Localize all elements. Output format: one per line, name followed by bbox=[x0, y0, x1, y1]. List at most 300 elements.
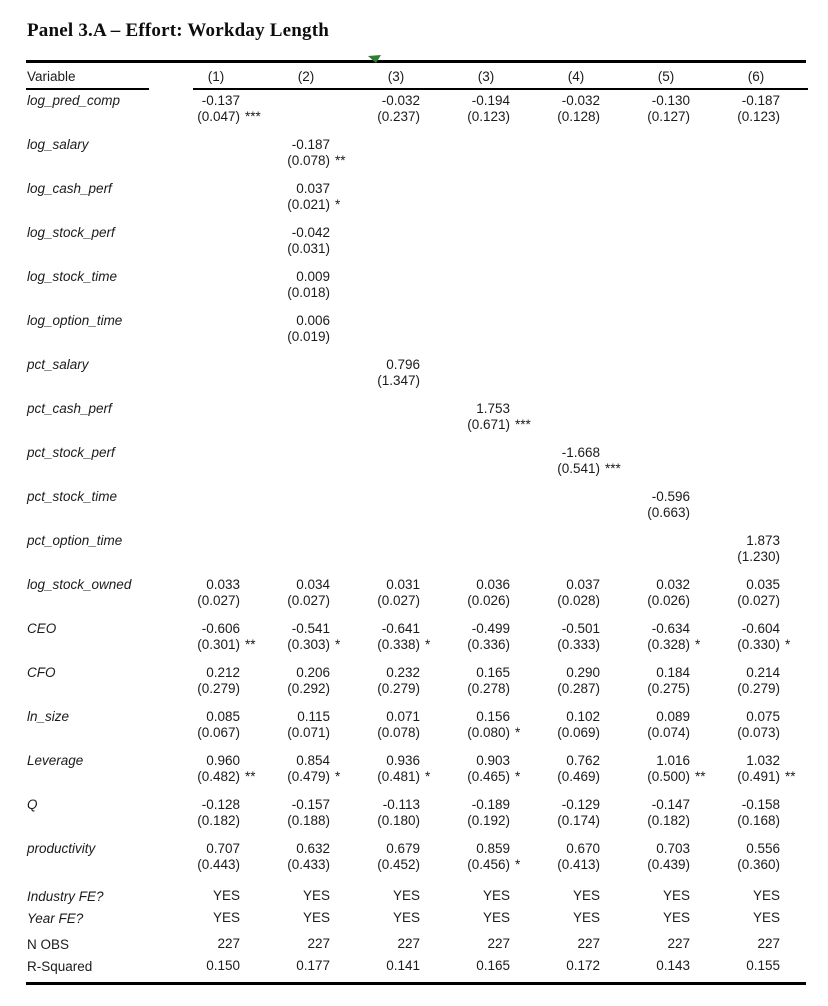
stderr-value: (0.279) bbox=[197, 681, 240, 696]
significance-stars: * bbox=[425, 769, 431, 784]
summary-line bbox=[268, 936, 358, 952]
stderr-line bbox=[268, 813, 358, 829]
summary-cell-col3 bbox=[358, 958, 448, 974]
coefficient-line bbox=[268, 709, 358, 725]
summary-line bbox=[538, 936, 628, 952]
table-row bbox=[27, 269, 808, 301]
coefficient-line bbox=[448, 841, 538, 857]
coefficient-line bbox=[178, 753, 268, 769]
stderr-value: (0.188) bbox=[287, 813, 330, 828]
table-row bbox=[27, 445, 808, 477]
coefficient-cell-col4 bbox=[448, 357, 538, 389]
coefficient-value: -0.541 bbox=[291, 621, 330, 636]
summary-value: 227 bbox=[577, 936, 600, 951]
significance-stars: * bbox=[695, 637, 701, 652]
stderr-value: (1.347) bbox=[377, 373, 420, 388]
coefficient-cell-col2 bbox=[268, 753, 358, 785]
coefficient-line bbox=[358, 753, 448, 769]
coefficient-value: 0.031 bbox=[386, 577, 420, 592]
table-row bbox=[27, 357, 808, 389]
stderr-value: (0.027) bbox=[377, 593, 420, 608]
summary-line bbox=[448, 936, 538, 952]
coefficient-line bbox=[268, 797, 358, 813]
coefficient-line bbox=[358, 357, 448, 373]
stderr-value: (0.018) bbox=[287, 285, 330, 300]
stderr-line bbox=[178, 769, 268, 785]
significance-stars: ** bbox=[695, 769, 706, 784]
coefficient-cell-col5 bbox=[538, 445, 628, 477]
coefficient-value: 0.009 bbox=[296, 269, 330, 284]
coefficient-line bbox=[538, 445, 628, 461]
summary-line bbox=[718, 888, 808, 904]
coefficient-cell-col6 bbox=[628, 445, 718, 477]
coefficient-value: 0.075 bbox=[746, 709, 780, 724]
coefficient-cell-col6 bbox=[628, 357, 718, 389]
summary-value: YES bbox=[752, 888, 780, 903]
summary-label: R-Squared bbox=[27, 958, 93, 974]
coefficient-cell-col3 bbox=[358, 225, 448, 257]
coefficient-cell-col4 bbox=[448, 533, 538, 565]
coefficient-value: 1.032 bbox=[746, 753, 780, 768]
coefficient-value: 0.085 bbox=[206, 709, 240, 724]
coefficient-cell-col6 bbox=[628, 313, 718, 345]
summary-line bbox=[718, 910, 808, 926]
coefficient-cell-col2 bbox=[268, 313, 358, 345]
coefficient-line bbox=[358, 93, 448, 109]
summary-label: Year FE? bbox=[27, 910, 84, 926]
coefficient-line bbox=[538, 709, 628, 725]
summary-cell-col2 bbox=[268, 936, 358, 952]
stderr-value: (0.333) bbox=[557, 637, 600, 652]
coefficient-line bbox=[718, 797, 808, 813]
coefficient-value: -0.158 bbox=[741, 797, 780, 812]
stderr-line bbox=[358, 769, 448, 785]
variable-label: log_stock_time bbox=[27, 269, 118, 284]
coefficient-line bbox=[538, 753, 628, 769]
summary-value: YES bbox=[752, 910, 780, 925]
coefficient-value: 0.796 bbox=[386, 357, 420, 372]
column-header-5: (4) bbox=[567, 68, 585, 84]
coefficient-line bbox=[268, 577, 358, 593]
stderr-value: (0.301) bbox=[197, 637, 240, 652]
coefficient-cell-col5 bbox=[538, 137, 628, 169]
stderr-value: (0.192) bbox=[467, 813, 510, 828]
coefficient-line bbox=[718, 709, 808, 725]
summary-line bbox=[628, 958, 718, 974]
coefficient-cell-col1 bbox=[178, 137, 268, 169]
variable-label: Leverage bbox=[27, 753, 84, 768]
summary-line bbox=[538, 888, 628, 904]
coefficient-cell-col2 bbox=[268, 225, 358, 257]
coefficient-line bbox=[628, 709, 718, 725]
summary-label: N OBS bbox=[27, 936, 70, 952]
coefficient-line bbox=[448, 577, 538, 593]
coefficient-cell-col6 bbox=[628, 841, 718, 873]
stderr-line bbox=[358, 813, 448, 829]
coefficient-cell-col3 bbox=[358, 533, 448, 565]
coefficient-stars bbox=[780, 753, 813, 769]
coefficient-stars bbox=[780, 577, 813, 593]
coefficient-cell-col3 bbox=[358, 577, 448, 609]
stderr-line bbox=[628, 593, 718, 609]
coefficient-cell-col2 bbox=[268, 841, 358, 873]
coefficient-cell-col5 bbox=[538, 489, 628, 521]
column-header-1: (1) bbox=[207, 68, 225, 84]
significance-stars bbox=[780, 681, 813, 697]
coefficient-cell-col4 bbox=[448, 665, 538, 697]
coefficient-line bbox=[268, 665, 358, 681]
coefficient-cell-col6 bbox=[628, 533, 718, 565]
coefficient-line bbox=[178, 577, 268, 593]
summary-line bbox=[628, 888, 718, 904]
summary-cell-col7 bbox=[718, 936, 808, 952]
coefficient-value: -0.129 bbox=[561, 797, 600, 812]
coefficient-line bbox=[718, 665, 808, 681]
stderr-line bbox=[538, 109, 628, 125]
column-header-6: (5) bbox=[657, 68, 675, 84]
coefficient-value: 0.232 bbox=[386, 665, 420, 680]
significance-stars: * bbox=[515, 769, 521, 784]
coefficient-line bbox=[358, 577, 448, 593]
coefficient-cell-col7 bbox=[718, 533, 808, 565]
coefficient-cell-col4 bbox=[448, 709, 538, 741]
table-row bbox=[27, 577, 808, 609]
coefficient-cell-col5 bbox=[538, 797, 628, 829]
coefficient-cell-col3 bbox=[358, 445, 448, 477]
stderr-value: (0.069) bbox=[557, 725, 600, 740]
stderr-line bbox=[178, 813, 268, 829]
coefficient-cell-col6 bbox=[628, 489, 718, 521]
coefficient-cell-col1 bbox=[178, 445, 268, 477]
summary-cell-col4 bbox=[448, 910, 538, 926]
summary-line bbox=[178, 936, 268, 952]
stderr-value: (0.469) bbox=[557, 769, 600, 784]
stderr-line bbox=[358, 725, 448, 741]
stderr-line bbox=[358, 109, 448, 125]
coefficient-cell-col5 bbox=[538, 665, 628, 697]
coefficient-cell-col1 bbox=[178, 841, 268, 873]
coefficient-cell-col3 bbox=[358, 93, 448, 125]
table-header-row bbox=[27, 65, 808, 87]
coefficient-line bbox=[268, 841, 358, 857]
coefficient-line bbox=[448, 621, 538, 637]
stderr-value: (0.123) bbox=[467, 109, 510, 124]
summary-cell-col6 bbox=[628, 936, 718, 952]
coefficient-cell-col5 bbox=[538, 577, 628, 609]
stderr-value: (0.500) bbox=[647, 769, 690, 784]
coefficient-cell-col1 bbox=[178, 225, 268, 257]
coefficient-cell-col7 bbox=[718, 797, 808, 829]
table-row bbox=[27, 621, 808, 653]
coefficient-line bbox=[718, 841, 808, 857]
coefficient-value: -0.113 bbox=[382, 797, 420, 812]
summary-value: YES bbox=[662, 888, 690, 903]
significance-stars: * bbox=[335, 769, 341, 784]
summary-line bbox=[628, 936, 718, 952]
stderr-value: (0.168) bbox=[737, 813, 780, 828]
coefficient-cell-col6 bbox=[628, 709, 718, 741]
coefficient-cell-col6 bbox=[628, 181, 718, 213]
coefficient-cell-col7 bbox=[718, 225, 808, 257]
regression-table-body bbox=[27, 93, 808, 977]
summary-value: 227 bbox=[667, 936, 690, 951]
stderr-value: (0.278) bbox=[467, 681, 510, 696]
coefficient-cell-col3 bbox=[358, 753, 448, 785]
significance-stars bbox=[780, 725, 813, 741]
summary-line bbox=[358, 936, 448, 952]
coefficient-value: 0.670 bbox=[566, 841, 600, 856]
significance-stars bbox=[780, 813, 813, 829]
coefficient-cell-col7 bbox=[718, 709, 808, 741]
summary-value: 0.165 bbox=[476, 958, 510, 973]
coefficient-value: 0.102 bbox=[566, 709, 600, 724]
stderr-line bbox=[358, 857, 448, 873]
coefficient-value: -0.187 bbox=[291, 137, 330, 152]
coefficient-cell-col5 bbox=[538, 181, 628, 213]
significance-stars bbox=[780, 593, 813, 609]
significance-stars bbox=[780, 109, 813, 125]
significance-stars: ** bbox=[245, 769, 256, 784]
coefficient-cell-col4 bbox=[448, 401, 538, 433]
stderr-line bbox=[718, 725, 808, 741]
coefficient-cell-col2 bbox=[268, 621, 358, 653]
summary-value: YES bbox=[212, 910, 240, 925]
summary-value: YES bbox=[302, 888, 330, 903]
stderr-line bbox=[628, 505, 718, 521]
coefficient-value: 0.936 bbox=[386, 753, 420, 768]
green-note-marker-icon bbox=[368, 55, 382, 64]
table-row bbox=[27, 93, 808, 125]
stderr-value: (0.074) bbox=[647, 725, 690, 740]
summary-row bbox=[27, 933, 808, 955]
coefficient-cell-col3 bbox=[358, 797, 448, 829]
stderr-value: (0.028) bbox=[557, 593, 600, 608]
coefficient-cell-col4 bbox=[448, 841, 538, 873]
coefficient-cell-col5 bbox=[538, 841, 628, 873]
coefficient-cell-col4 bbox=[448, 797, 538, 829]
coefficient-line bbox=[448, 709, 538, 725]
coefficient-cell-col7 bbox=[718, 577, 808, 609]
significance-stars: ** bbox=[785, 769, 796, 784]
coefficient-cell-col1 bbox=[178, 181, 268, 213]
stderr-line bbox=[628, 769, 718, 785]
coefficient-cell-col5 bbox=[538, 533, 628, 565]
table-row bbox=[27, 797, 808, 829]
coefficient-value: 0.006 bbox=[296, 313, 330, 328]
table-row bbox=[27, 665, 808, 697]
stderr-value: (0.275) bbox=[647, 681, 690, 696]
coefficient-value: -0.137 bbox=[201, 93, 240, 108]
coefficient-cell-col1 bbox=[178, 357, 268, 389]
summary-value: 227 bbox=[397, 936, 420, 951]
coefficient-value: -0.501 bbox=[561, 621, 600, 636]
coefficient-value: -0.032 bbox=[561, 93, 600, 108]
coefficient-line bbox=[268, 137, 358, 153]
variable-label: productivity bbox=[27, 841, 96, 856]
variable-label: log_stock_perf bbox=[27, 225, 115, 240]
coefficient-line bbox=[718, 93, 808, 109]
coefficient-cell-col6 bbox=[628, 269, 718, 301]
coefficient-cell-col3 bbox=[358, 401, 448, 433]
stderr-value: (0.067) bbox=[197, 725, 240, 740]
stderr-value: (0.127) bbox=[647, 109, 690, 124]
stderr-line bbox=[448, 857, 538, 873]
coefficient-cell-col2 bbox=[268, 533, 358, 565]
coefficient-cell-col6 bbox=[628, 621, 718, 653]
coefficient-value: -0.128 bbox=[201, 797, 240, 812]
coefficient-line bbox=[538, 93, 628, 109]
stderr-value: (0.491) bbox=[737, 769, 780, 784]
coefficient-cell-col6 bbox=[628, 137, 718, 169]
summary-value: YES bbox=[302, 910, 330, 925]
summary-value: YES bbox=[392, 910, 420, 925]
coefficient-value: -0.042 bbox=[291, 225, 330, 240]
panel-title: Panel 3.A – Effort: Workday Length bbox=[27, 20, 330, 41]
summary-value: 227 bbox=[217, 936, 240, 951]
table-row bbox=[27, 181, 808, 213]
coefficient-cell-col4 bbox=[448, 269, 538, 301]
coefficient-cell-col7 bbox=[718, 269, 808, 301]
coefficient-line bbox=[538, 621, 628, 637]
summary-line bbox=[178, 910, 268, 926]
summary-value: YES bbox=[572, 910, 600, 925]
stderr-line bbox=[448, 417, 538, 433]
coefficient-cell-col6 bbox=[628, 93, 718, 125]
coefficient-value: 1.873 bbox=[746, 533, 780, 548]
stderr-value: (1.230) bbox=[737, 549, 780, 564]
summary-line bbox=[358, 910, 448, 926]
coefficient-line bbox=[628, 577, 718, 593]
coefficient-cell-col6 bbox=[628, 401, 718, 433]
table-row bbox=[27, 313, 808, 345]
summary-value: 227 bbox=[487, 936, 510, 951]
stderr-line bbox=[178, 593, 268, 609]
variable-label: CFO bbox=[27, 665, 56, 680]
coefficient-line bbox=[178, 709, 268, 725]
coefficient-cell-col2 bbox=[268, 269, 358, 301]
coefficient-cell-col7 bbox=[718, 313, 808, 345]
stderr-line bbox=[268, 637, 358, 653]
coefficient-line bbox=[628, 489, 718, 505]
stderr-value: (0.338) bbox=[377, 637, 420, 652]
summary-value: YES bbox=[662, 910, 690, 925]
summary-cell-col5 bbox=[538, 936, 628, 952]
stderr-value: (0.078) bbox=[287, 153, 330, 168]
table-top-rule bbox=[26, 60, 806, 63]
stderr-value: (0.330) bbox=[737, 637, 780, 652]
coefficient-cell-col1 bbox=[178, 665, 268, 697]
coefficient-cell-col1 bbox=[178, 621, 268, 653]
summary-line bbox=[178, 888, 268, 904]
coefficient-stars bbox=[780, 665, 813, 681]
coefficient-cell-col7 bbox=[718, 93, 808, 125]
coefficient-line bbox=[628, 621, 718, 637]
variable-label: pct_stock_time bbox=[27, 489, 118, 504]
coefficient-cell-col1 bbox=[178, 709, 268, 741]
table-bottom-rule bbox=[26, 982, 806, 985]
coefficient-value: 0.556 bbox=[746, 841, 780, 856]
stderr-line bbox=[268, 593, 358, 609]
coefficient-cell-col5 bbox=[538, 225, 628, 257]
variable-label: log_pred_comp bbox=[27, 93, 121, 108]
coefficient-value: 0.859 bbox=[476, 841, 510, 856]
stderr-line bbox=[268, 153, 358, 169]
coefficient-line bbox=[268, 225, 358, 241]
significance-stars: * bbox=[785, 637, 791, 652]
summary-cell-col3 bbox=[358, 910, 448, 926]
coefficient-cell-col2 bbox=[268, 797, 358, 829]
coefficient-line bbox=[268, 753, 358, 769]
coefficient-value: -0.641 bbox=[381, 621, 420, 636]
coefficient-value: 0.071 bbox=[386, 709, 420, 724]
coefficient-cell-col6 bbox=[628, 665, 718, 697]
stderr-value: (0.027) bbox=[737, 593, 780, 608]
coefficient-line bbox=[358, 621, 448, 637]
variable-label: Q bbox=[27, 797, 38, 812]
summary-line bbox=[718, 958, 808, 974]
stderr-line bbox=[538, 813, 628, 829]
stderr-value: (0.027) bbox=[287, 593, 330, 608]
coefficient-cell-col1 bbox=[178, 797, 268, 829]
significance-stars: *** bbox=[515, 417, 531, 432]
coefficient-cell-col4 bbox=[448, 621, 538, 653]
significance-stars: *** bbox=[605, 461, 621, 476]
coefficient-cell-col1 bbox=[178, 577, 268, 609]
stderr-value: (0.031) bbox=[287, 241, 330, 256]
summary-stars bbox=[780, 958, 813, 974]
stderr-value: (0.019) bbox=[287, 329, 330, 344]
coefficient-value: 0.032 bbox=[656, 577, 690, 592]
stderr-value: (0.456) bbox=[467, 857, 510, 872]
summary-value: 0.177 bbox=[296, 958, 330, 973]
coefficient-line bbox=[178, 841, 268, 857]
summary-value: YES bbox=[212, 888, 240, 903]
summary-value: 227 bbox=[307, 936, 330, 951]
coefficient-cell-col5 bbox=[538, 401, 628, 433]
summary-line bbox=[448, 910, 538, 926]
significance-stars: * bbox=[335, 637, 341, 652]
summary-cell-col7 bbox=[718, 958, 808, 974]
coefficient-value: -0.194 bbox=[471, 93, 510, 108]
coefficient-value: 0.037 bbox=[566, 577, 600, 592]
coefficient-rows bbox=[27, 93, 808, 873]
summary-line bbox=[178, 958, 268, 974]
coefficient-value: 0.033 bbox=[206, 577, 240, 592]
summary-value: 0.172 bbox=[566, 958, 600, 973]
coefficient-line bbox=[718, 533, 808, 549]
variable-label: log_cash_perf bbox=[27, 181, 112, 196]
coefficient-value: 0.037 bbox=[296, 181, 330, 196]
coefficient-value: 0.703 bbox=[656, 841, 690, 856]
significance-stars bbox=[780, 857, 813, 873]
stderr-line bbox=[538, 637, 628, 653]
summary-line bbox=[448, 888, 538, 904]
stderr-value: (0.292) bbox=[287, 681, 330, 696]
stderr-line bbox=[628, 857, 718, 873]
summary-cell-col5 bbox=[538, 910, 628, 926]
stderr-line bbox=[718, 857, 808, 873]
stderr-value: (0.071) bbox=[287, 725, 330, 740]
coefficient-cell-col5 bbox=[538, 709, 628, 741]
variable-label: pct_salary bbox=[27, 357, 89, 372]
significance-stars: * bbox=[515, 857, 521, 872]
coefficient-cell-col1 bbox=[178, 269, 268, 301]
coefficient-cell-col7 bbox=[718, 181, 808, 213]
column-header-2: (2) bbox=[297, 68, 315, 84]
stderr-value: (0.078) bbox=[377, 725, 420, 740]
stderr-value: (0.174) bbox=[557, 813, 600, 828]
coefficient-value: 0.184 bbox=[656, 665, 690, 680]
